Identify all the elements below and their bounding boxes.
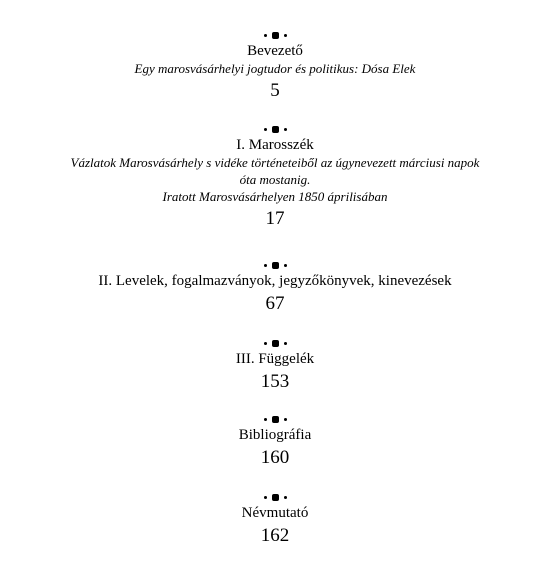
toc-entry-title: II. Levelek, fogalmazványok, jegyzőkönyvek, kinevezések <box>98 273 452 289</box>
ornament-divider <box>0 260 550 270</box>
ornament-divider <box>0 338 550 348</box>
toc-entry-page-number: 67 <box>265 293 285 314</box>
toc-entry-subtitle: Egy marosvásárhelyi jogtudor és politikus: Dósa Elek <box>134 61 416 76</box>
ornament-center-icon <box>272 32 279 39</box>
ornament-dot-icon <box>264 342 267 345</box>
toc-entry-marosszek <box>0 124 550 231</box>
ornament-dot-icon <box>264 264 267 267</box>
toc-entry-subtitle: Iratott Marosvásárhelyen 1850 áprilisában <box>162 189 388 204</box>
ornament-dot-icon <box>264 496 267 499</box>
toc-entry-subtitle: óta mostanig. <box>239 172 311 187</box>
ornament-center-icon <box>272 262 279 269</box>
ornament-center-icon <box>272 340 279 347</box>
toc-entry-bibliography <box>0 414 550 470</box>
toc-entry-introduction <box>0 30 550 103</box>
toc-entry-appendix <box>0 338 550 394</box>
ornament-dot-icon <box>284 418 287 421</box>
toc-entry-page-number: 5 <box>270 80 280 101</box>
ornament-dot-icon <box>264 128 267 131</box>
toc-entry-page-number: 160 <box>260 447 290 468</box>
ornament-divider <box>0 30 550 40</box>
toc-entry-index <box>0 492 550 548</box>
toc-entry-page-number: 162 <box>260 525 290 546</box>
ornament-dot-icon <box>264 418 267 421</box>
ornament-center-icon <box>272 416 279 423</box>
ornament-dot-icon <box>284 264 287 267</box>
ornament-dot-icon <box>284 34 287 37</box>
toc-entry-subtitle: Vázlatok Marosvásárhely s vidéke történeteiből az úgynevezett márciusi napok <box>70 155 480 170</box>
toc-entry-title: Bibliográfia <box>238 427 312 443</box>
toc-entry-letters <box>0 260 550 316</box>
ornament-divider <box>0 124 550 134</box>
toc-entry-title: III. Függelék <box>235 351 315 367</box>
ornament-dot-icon <box>284 128 287 131</box>
ornament-center-icon <box>272 494 279 501</box>
toc-entry-page-number: 17 <box>265 208 285 229</box>
ornament-center-icon <box>272 126 279 133</box>
toc-entry-page-number: 153 <box>260 371 290 392</box>
ornament-dot-icon <box>264 34 267 37</box>
ornament-dot-icon <box>284 342 287 345</box>
ornament-divider <box>0 492 550 502</box>
toc-entry-title: Névmutató <box>241 505 309 521</box>
ornament-divider <box>0 414 550 424</box>
toc-entry-title: I. Marosszék <box>236 137 314 153</box>
ornament-dot-icon <box>284 496 287 499</box>
toc-entry-title: Bevezető <box>247 43 303 59</box>
